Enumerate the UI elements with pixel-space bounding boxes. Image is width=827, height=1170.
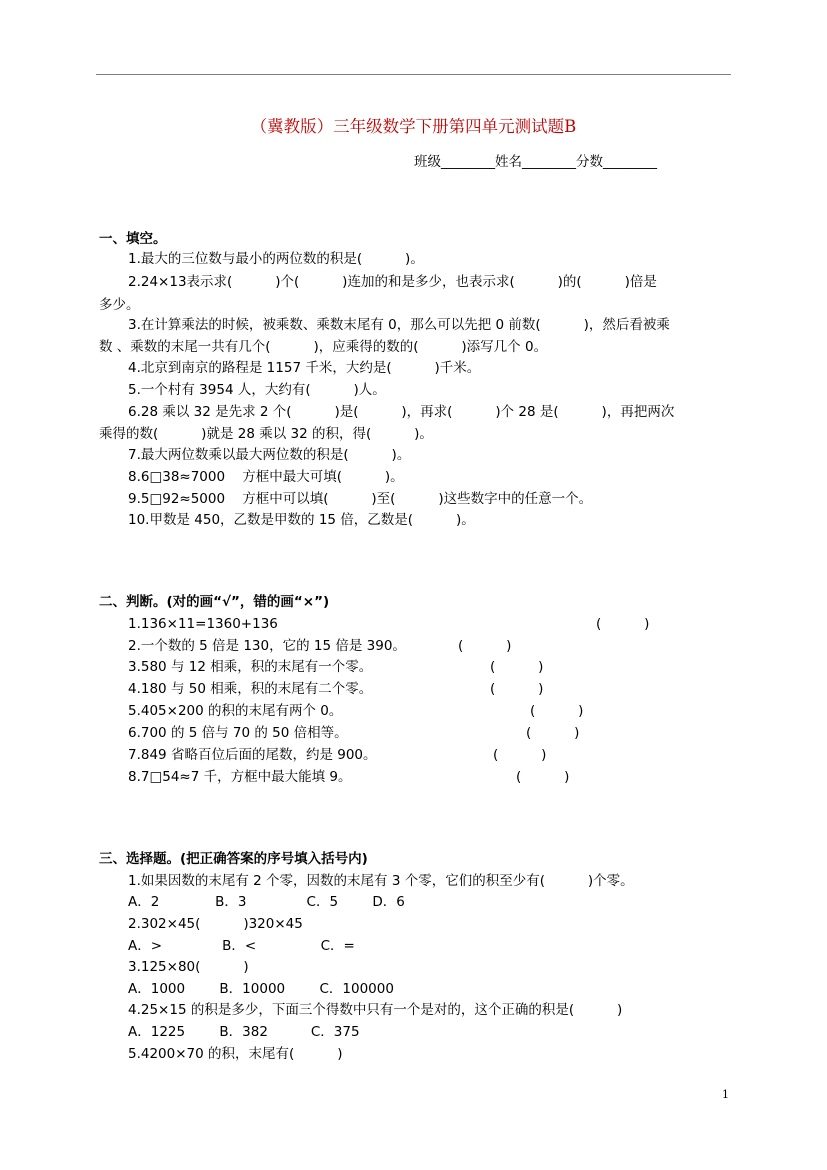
fill-line: 7.最大两位数乘以最大两位数的积是( )。 [128, 447, 411, 463]
choice-options: A．> B．< C．= [128, 938, 355, 954]
fill-line: 4.北京到南京的路程是 1157 千米，大约是( )千米。 [128, 360, 481, 376]
fill-line: 乘得的数( )就是 28 乘以 32 的积，得( )。 [99, 426, 433, 442]
choice-options: A．2 B．3 C．5 D．6 [128, 894, 405, 910]
judge-item-mark: ( ) [490, 681, 544, 697]
fill-line: 3.在计算乘法的时候，被乘数、乘数末尾有 0，那么可以先把 0 前数( )，然后看被乘 [128, 317, 670, 333]
choice-line: 3.125×80( ) [128, 959, 249, 975]
choice-line: 4.25×15 的积是多少，下面三个得数中只有一个是对的，这个正确的积是( ) [128, 1002, 623, 1018]
fill-line: 5.一个村有 3954 人，大约有( )人。 [128, 382, 386, 398]
judge-item-mark: ( ) [490, 659, 544, 675]
judge-item-mark: ( ) [493, 747, 547, 763]
page-number: 1 [722, 1088, 729, 1101]
choice-options: A．1225 B．382 C．375 [128, 1024, 360, 1040]
judge-item-text: 2.一个数的 5 倍是 130，它的 15 倍是 390。 [128, 638, 406, 654]
judge-item-mark: ( ) [526, 725, 580, 741]
fill-line: 多少。 [99, 297, 140, 313]
judge-item-mark: ( ) [458, 638, 512, 654]
section2-heading: 二、判断。(对的画“√”，错的画“×”) [99, 594, 330, 610]
judge-item-text: 7.849 省略百位后面的尾数，约是 900。 [128, 747, 377, 763]
page-title: （冀教版）三年级数学下册第四单元测试题B [250, 117, 577, 136]
header-rule [96, 74, 731, 75]
fill-line: 8.6□38≈7000 方框中最大可填( )。 [128, 469, 404, 485]
judge-item-mark: ( ) [596, 616, 650, 632]
fill-line: 1.最大的三位数与最小的两位数的积是( )。 [128, 251, 424, 267]
judge-item-mark: ( ) [530, 703, 584, 719]
judge-item-text: 1.136×11=1360+136 [128, 616, 278, 632]
section3-heading: 三、选择题。(把正确答案的序号填入括号内) [99, 851, 368, 867]
section1-heading: 一、填空。 [99, 231, 167, 247]
fill-line: 10.甲数是 450，乙数是甲数的 15 倍，乙数是( )。 [128, 512, 475, 528]
judge-item-text: 3.580 与 12 相乘，积的末尾有一个零。 [128, 659, 373, 675]
judge-item-mark: ( ) [516, 769, 570, 785]
student-info-line: 班级________姓名________分数________ [414, 154, 657, 170]
fill-line: 6.28 乘以 32 是先求 2 个( )是( )，再求( )个 28 是( )，再把两次 [128, 404, 675, 420]
fill-line: 数 、乘数的末尾一共有几个( )，应乘得的数的( )添写几个 0。 [99, 339, 548, 355]
judge-item-text: 5.405×200 的积的末尾有两个 0。 [128, 703, 343, 719]
judge-item-text: 4.180 与 50 相乘，积的末尾有二个零。 [128, 681, 373, 697]
choice-line: 2.302×45( )320×45 [128, 916, 303, 932]
judge-item-text: 6.700 的 5 倍与 70 的 50 倍相等。 [128, 725, 348, 741]
fill-line: 2.24×13表示求( )个( )连加的和是多少，也表示求( )的( )倍是 [128, 274, 657, 290]
fill-line: 9.5□92≈5000 方框中可以填( )至( )这些数字中的任意一个。 [128, 491, 593, 507]
choice-line: 5.4200×70 的积，末尾有( ) [128, 1046, 343, 1062]
choice-line: 1.如果因数的末尾有 2 个零，因数的末尾有 3 个零，它们的积至少有( )个零。 [128, 873, 634, 889]
judge-item-text: 8.7□54≈7 千，方框中最大能填 9。 [128, 769, 352, 785]
choice-options: A．1000 B．10000 C．100000 [128, 981, 394, 997]
